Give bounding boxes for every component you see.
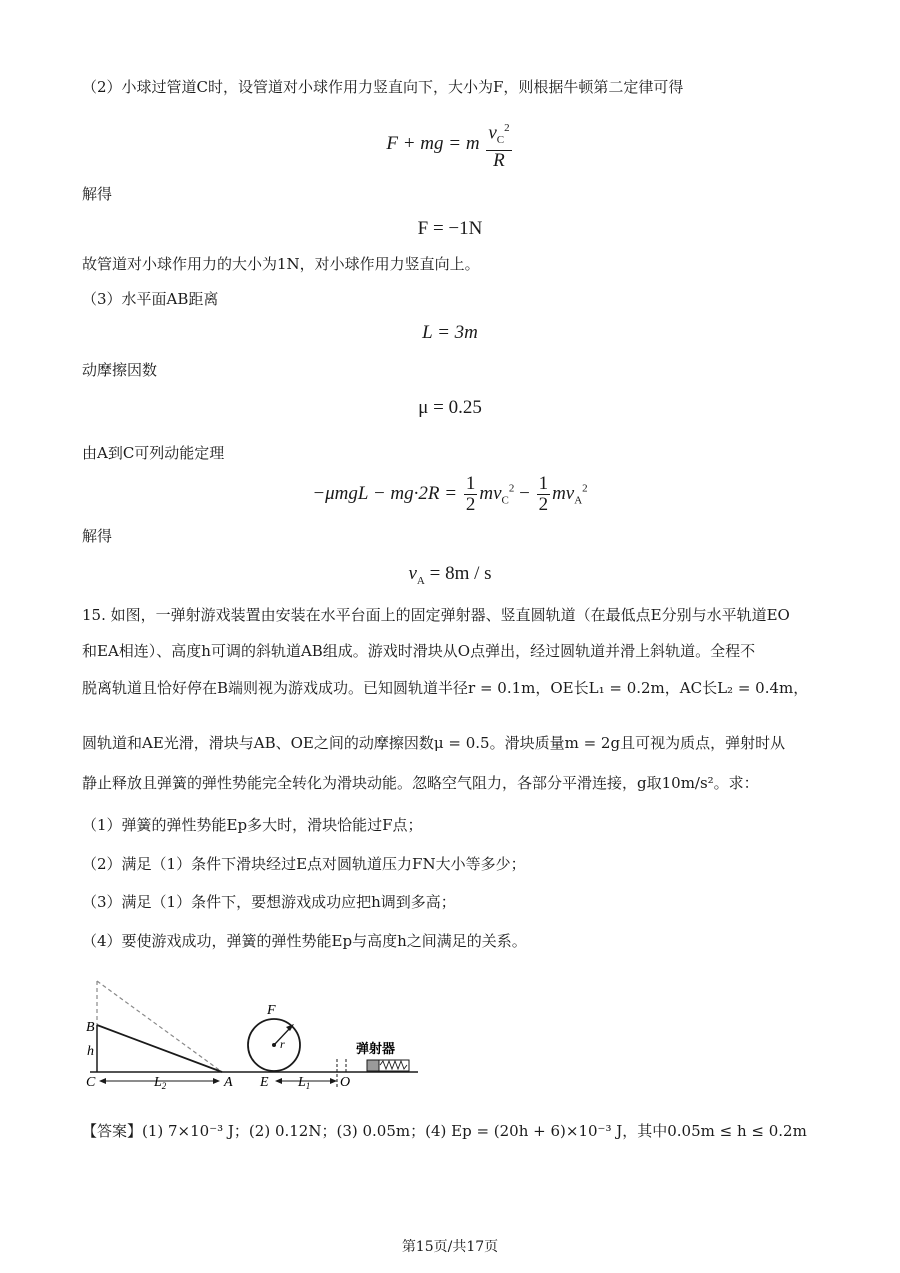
launcher-block xyxy=(367,1060,379,1071)
label-F: F xyxy=(267,1003,276,1018)
label-L2: $L_2$ xyxy=(154,1075,167,1091)
problem15-text4: 圆轨道和AE光滑，滑块与AB、OE之间的动摩擦因数μ = 0.5。滑块质量m = 2g且可视为质点，弹射时从 xyxy=(82,734,786,752)
label-L1: $L_1$ xyxy=(298,1075,311,1091)
track-diagram xyxy=(80,975,425,1095)
equation-L: L = 3m xyxy=(422,322,478,343)
label-A: A xyxy=(224,1075,233,1090)
label-r: r xyxy=(280,1037,285,1051)
part3-intro: （3）水平面AB距离 xyxy=(82,290,219,308)
equation-energy: −μmgL − mg·2R = $\frac{1}{2}$ $mv_C^2$ − $\frac{1}{2}$ $mv_A^2$ xyxy=(312,473,588,515)
label-O: O xyxy=(340,1075,351,1090)
ramp-AB xyxy=(97,1025,222,1072)
eq1-fraction: $\frac{v_C^2}{R}$ xyxy=(486,118,511,171)
label-E: E xyxy=(260,1075,269,1090)
label-launcher: 弹射器 xyxy=(356,1042,396,1057)
part3-solve: 解得 xyxy=(82,527,113,545)
label-C: C xyxy=(86,1075,96,1090)
question-3: （3）满足（1）条件下，要想游戏成功应把h调到多高； xyxy=(82,893,456,911)
equation-F: F = −1N xyxy=(417,218,483,239)
problem15-text2: 和EA相连）、高度h可调的斜轨道AB组成。游戏时滑块从O点弹出，经过圆轨道并滑上斜轨道。全程不 xyxy=(82,642,756,660)
part2-solve: 解得 xyxy=(82,185,113,203)
part2-conclusion: 故管道对小球作用力的大小为1N，对小球作用力竖直向上。 xyxy=(82,255,480,273)
question-2: （2）满足（1）条件下滑块经过E点对圆轨道压力FN大小等多少； xyxy=(82,855,526,873)
problem15-text3: 脱离轨道且恰好停在B端则视为游戏成功。已知圆轨道半径r = 0.1m，OE长L₁ = 0.2m，AC长L₂ = 0.4m， xyxy=(82,679,809,697)
question-1: （1）弹簧的弹性势能Ep多大时，滑块恰能过F点； xyxy=(82,816,423,834)
part2-intro: （2）小球过管道C时，设管道对小球作用力竖直向下，大小为F，则根据牛顿第二定律可得 xyxy=(82,78,684,96)
problem15-text1: 15. 如图，一弹射游戏装置由安装在水平台面上的固定弹射器、竖直圆轨道（在最低点E分别与水平轨道EO xyxy=(82,606,790,624)
label-B: B xyxy=(86,1020,95,1035)
equation-mu: μ = 0.25 xyxy=(418,397,482,418)
question-4: （4）要使游戏成功，弹簧的弹性势能Ep与高度h之间满足的关系。 xyxy=(82,932,527,950)
spring xyxy=(380,1061,407,1069)
dashed-ramp xyxy=(97,981,222,1072)
eq1-left: F + mg = m xyxy=(386,132,480,154)
problem15-text5: 静止释放且弹簧的弹性势能完全转化为滑块动能。忽略空气阻力，各部分平滑连接，g取10m/s²。求： xyxy=(82,774,759,792)
page-footer: 第15页/共17页 xyxy=(401,1239,499,1255)
equation-vA: $v_A = 8m / s$ xyxy=(408,563,492,587)
label-h: h xyxy=(87,1044,94,1059)
part3-mu-label: 动摩擦因数 xyxy=(82,361,158,379)
part3-theorem: 由A到C可列动能定理 xyxy=(82,444,225,462)
equation-newton xyxy=(0,118,900,171)
answer: 【答案】(1) 7×10⁻³ J；(2) 0.12N；(3) 0.05m；(4) Ep = (20h + 6)×10⁻³ J，其中0.05m ≤ h ≤ 0.2m xyxy=(82,1122,807,1140)
